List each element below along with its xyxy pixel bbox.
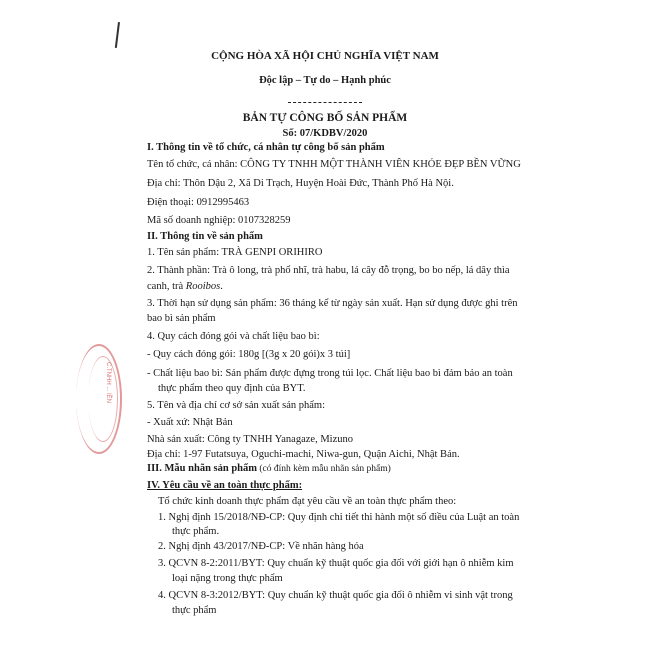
- document-number: Số: 07/KDBV/2020: [282, 128, 368, 139]
- shelf-life-line-1: 3. Thời hạn sử dụng sản phẩm: 36 tháng kể từ ngày sản xuất. Hạn sử dụng được ghi trên: [147, 298, 518, 309]
- manufacturer-address: Địa chỉ: 1-97 Futatsuya, Oguchi-machi, Niwa-gun, Quận Aichi, Nhật Bản.: [147, 449, 460, 460]
- ingredients-line-1: 2. Thành phần: Trà ô long, trà phổ nhĩ, trà habu, lá cây đỗ trọng, bo bo nếp, lá dây thìa: [147, 265, 510, 276]
- section-3-heading: III. Mẫu nhãn sản phẩm (có đính kèm mẫu nhãn sản phẩm): [147, 463, 391, 474]
- shelf-life-line-2: bao bì sản phẩm: [147, 313, 216, 324]
- packaging-material-line-1: - Chất liệu bao bì: Sản phẩm được đựng trong túi lọc. Chất liệu bao bì đảm bảo an toàn: [147, 368, 513, 379]
- pen-mark: [115, 22, 120, 48]
- ingredients-line-2: canh, trà Rooibos.: [147, 281, 223, 292]
- regulation-3-line-2: loại nặng trong thực phẩm: [172, 573, 283, 584]
- product-name: 1. Tên sản phẩm: TRÀ GENPI ORIHIRO: [147, 247, 323, 258]
- org-address: Địa chỉ: Thôn Dậu 2, Xã Di Trạch, Huyện Hoài Đức, Thành Phố Hà Nội.: [147, 178, 454, 189]
- origin: - Xuất xứ: Nhật Bản: [147, 417, 233, 428]
- country-header: CỘNG HÒA XÃ HỘI CHỦ NGHĨA VIỆT NAM: [211, 50, 439, 62]
- document-title: BẢN TỰ CÔNG BỐ SẢN PHẨM: [242, 112, 408, 124]
- org-name: Tên tổ chức, cá nhân: CÔNG TY TNHH MỘT THÀNH VIÊN KHỎE ĐẸP BỀN VỮNG: [147, 159, 521, 170]
- regulation-2: 2. Nghị định 43/2017/NĐ-CP: Về nhãn hàng hóa: [158, 541, 364, 552]
- section-4-heading: IV. Yêu cầu về an toàn thực phẩm:: [147, 480, 303, 491]
- regulation-3-line-1: 3. QCVN 8-2:2011/BYT: Quy chuẩn kỹ thuật quốc gia đối với giới hạn ô nhiễm kim: [158, 558, 514, 569]
- safety-intro: Tổ chức kinh doanh thực phẩm đạt yêu cầu về an toàn thực phẩm theo:: [158, 496, 457, 507]
- packaging-spec: - Quy cách đóng gói: 180g [(3g x 20 gói)x 3 túi]: [147, 349, 351, 360]
- regulation-4-line-2: thực phẩm: [172, 605, 217, 616]
- company-seal-inner-ring: [88, 356, 118, 442]
- regulation-4-line-1: 4. QCVN 8-3:2012/BYT: Quy chuẩn kỹ thuật quốc gia đối ô nhiễm vi sinh vật trong: [158, 590, 513, 601]
- packaging-heading: 4. Quy cách đóng gói và chất liệu bao bì:: [147, 331, 320, 342]
- regulation-1-line-1: 1. Nghị định 15/2018/NĐ-CP: Quy định chi tiết thi hành một số điều của Luật an toàn: [158, 512, 520, 523]
- org-tax-code: Mã số doanh nghiệp: 0107328259: [147, 215, 291, 226]
- divider: [288, 102, 362, 103]
- motto: Độc lập – Tự do – Hạnh phúc: [259, 75, 391, 86]
- company-seal-text: C.TNHH ... IỀN: [105, 362, 111, 404]
- section-2-heading: II. Thông tin về sản phẩm: [147, 231, 263, 242]
- org-phone: Điện thoại: 0912995463: [147, 197, 250, 208]
- section-1-heading: I. Thông tin về tổ chức, cá nhân tự công bố sản phẩm: [147, 142, 385, 153]
- manufacturer-name: Nhà sản xuất: Công ty TNHH Yanagaze, Mizuno: [147, 434, 353, 445]
- packaging-material-line-2: thực phẩm theo quy định của BYT.: [158, 383, 306, 394]
- regulation-1-line-2: thực phẩm.: [172, 526, 220, 537]
- manufacturer-heading: 5. Tên và địa chỉ cơ sở sản xuất sản phẩm:: [147, 400, 325, 411]
